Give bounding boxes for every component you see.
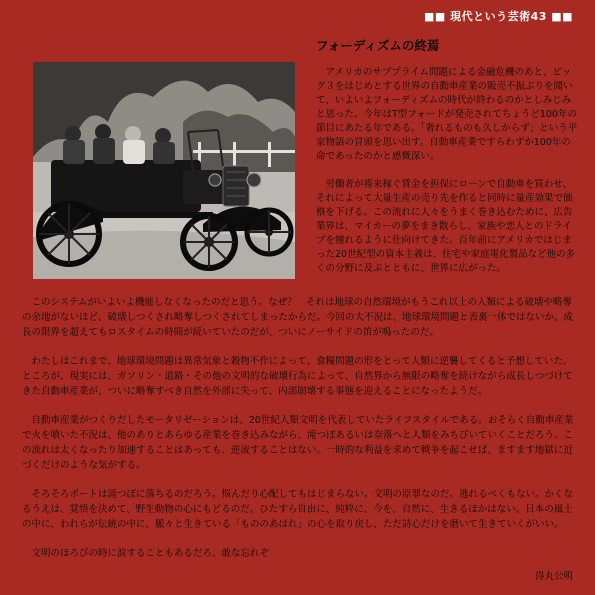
paragraph: そろそろボートは滝つぼに落ちるのだろう。悩んだり心配してもはじまらない。文明の原罪なのだ。逃れるべくもない。かくなるうえは、覚悟を決めて、野生動物の心にもどるのだ。ひたすら自由に、純粋に、今を、自然に、生きるほかはない。日本の風土の中に、われらが伝統の中に、脈々と生きている「もののあはれ」の心を取り戻し、ただ詩心だけを磨いて生きていくがいい。 — [22, 489, 574, 530]
model-t-photo — [33, 62, 295, 279]
article-title: フォーディズムの終焉 — [316, 38, 440, 53]
article-body — [22, 295, 578, 575]
article-intro-column — [316, 66, 578, 290]
series-header: ■■ 現代という芸術43 ■■ — [423, 10, 573, 23]
paragraph: このシステムがいよいよ機能しなくなったのだと思う。なぜ？ それは地球の自然環境がもうこれ以上の人類による破壊や略奪の余地がないほど、破壊しつくされ略奪しつくされてしまったからだ。今回の大不況は、地球環境問題と表裏一体ではないか。成長の限界を超えてもロスタイムの時間が続いていたのだが、ついにノーサイドの笛が鳴ったのだ。 — [22, 297, 574, 338]
paragraph: 自動車産業がつくりだしたモータリゼーションは、20世紀人類文明を代表していたライフスタイルである。おそらく自動車産業で火を噴いた不況は、他のありとあらゆる産業を巻き込みながら、滝つぼあるいは奈落へと人類をみちびいていくことだろう。この流れは太くなったり加速することはあっても、逆流することはない。一時的な利益を求めて戦争を起こせば、ますます地獄に近づくだけのような気がする。 — [22, 415, 574, 471]
paragraph: アメリカのサブプライム問題による金融危機のあと、ビッグ３をはじめとする世界の自動車産業の販売不振ぶりを聞いて、いよいよフォーディズムの時代が終わるのかとしみじみと思った。今年はT型フォードが発売されてちょうど100年の節目にあたる年である。「奢れるものも久しからず」という平家物語の冒頭を思い出す。自動車産業ですらわずか100年の命であったのかと感慨深い。 — [316, 67, 578, 162]
paragraph: 労働者が将来稼ぐ賃金を担保にローンで自動車を買わせ、それによって大量生産の売り先を作ると同時に量産効果で価格を下げる。この流れに人々をうまく巻き込むために、広告業界は、マイカーの夢をまき散らし、家族や恋人とのドライブを憧れるように仕向けてきた。百年前にアメリカではじまった20世紀型の資本主義は、住宅や家庭電化製品など他の多くの分野に及ぶとともに、世界に広がった。 — [316, 179, 576, 274]
paragraph: わたしはこれまで、地球環境問題は異常気象と穀物不作によって、食糧問題の形をとって人類に逆襲してくると予想していた。ところが、現実には、ガソリン・道路・その他の文明的な破壊行為によって、自然界から無限の略奪を続けながら成長しつづけてきた自動車産業が、ついに略奪すべき自然を外部に失って、内部崩壊する事態を迎えることになったようだ。 — [22, 356, 573, 397]
author-signature: 得丸公明 — [534, 571, 573, 582]
closing-line: 文明のほろびの時に涙することもあるだろ、敢な忘れぞ — [31, 548, 270, 559]
